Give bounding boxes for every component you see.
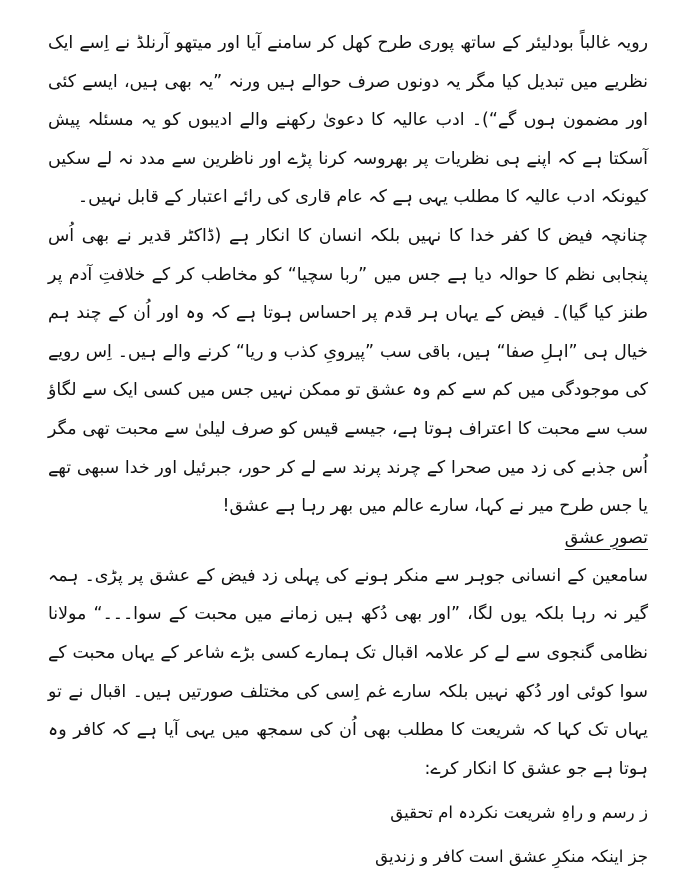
- paragraph-faiz-kufr: چنانچہ فیض کا کفر خدا کا نہیں بلکہ انسان کا انکار ہے (ڈاکٹر قدیر نے بھی اُس پنجابی نظم کا حوالہ دیا ہے جس میں ”ربا سچیا“ کو مخاطب کر کے خلافتِ آدم پر طنز کیا گیا)۔ فیض کے یہاں ہر قدم پر احساس ہوتا ہے کہ وہ اور اُن کے چند ہم خیال ہی ”اہلِ صفا“ ہیں، باقی سب ”پیرویِ کذب و ریا“ کرنے والے ہیں۔ اِس رویے کی موجودگی میں کم سے کم وہ عشق تو ممکن نہیں جس میں کسی ایک سے لگاؤ سب سے محبت کا اعتراف ہوتا ہے، جیسے قیس کو صرف لیلیٰ سے محبت تھی مگر اُس جذبے کی زد میں صحرا کے چرند پرند سے لے کر حور، جبرئیل اور خدا سبھی تھے یا جس طرح میر نے کہا، سارے عالم میں بھر رہا ہے عشق!: [48, 225, 648, 517]
- verse-line-2: جز اینکہ منکرِ عشق است کافر و زندیق: [375, 847, 648, 867]
- verse-line-1: ز رسم و راہِ شریعت نکردہ ام تحقیق: [390, 803, 648, 823]
- section-heading-wrapper: [48, 526, 648, 553]
- paragraph-ishq: سامعین کے انسانی جوہر سے منکر ہونے کی پہلی زد فیض کے عشق پر پڑی۔ ہمہ گیر نہ رہا بلکہ یوں لگا، ”اور بھی دُکھ ہیں زمانے میں محبت کے سوا۔۔۔“ مولانا نظامی گنجوی سے لے کر علامہ اقبال تک ہمارے کسی بڑے شاعر کے یہاں محبت کے سوا کوئی اور دُکھ نہیں بلکہ سارے غم اِسی کی مختلف صورتیں ہیں۔ اقبال نے تو یہاں تک کہا کہ شریعت کا مطلب بھی اُن کی سمجھ میں یہی آیا ہے کہ کافر وہ ہوتا ہے جو عشق کا انکار کرے:: [48, 565, 648, 779]
- paragraph-intro: رویہ غالباً بودلیئر کے ساتھ پوری طرح کھل کر سامنے آیا اور میتھو آرنلڈ نے اِسے ایک نظریے میں تبدیل کیا مگر یہ دونوں صرف حوالے ہیں ورنہ ”یہ بھی ہیں، ایسے کئی اور مضمون ہوں گے“)۔ ادب عالیہ کا دعویٰ رکھنے والے ادیبوں کو یہ مسئلہ پیش آسکتا ہے کہ اپنے ہی نظریات پر بھروسہ کرنا پڑے اور ناظرین سے مدد نہ لے سکیں کیونکہ ادب عالیہ کا مطلب یہی ہے کہ عام قاری کی رائے اعتبار کے قابل نہیں۔: [48, 33, 648, 208]
- section-heading: تصورِ عشق: [564, 527, 648, 548]
